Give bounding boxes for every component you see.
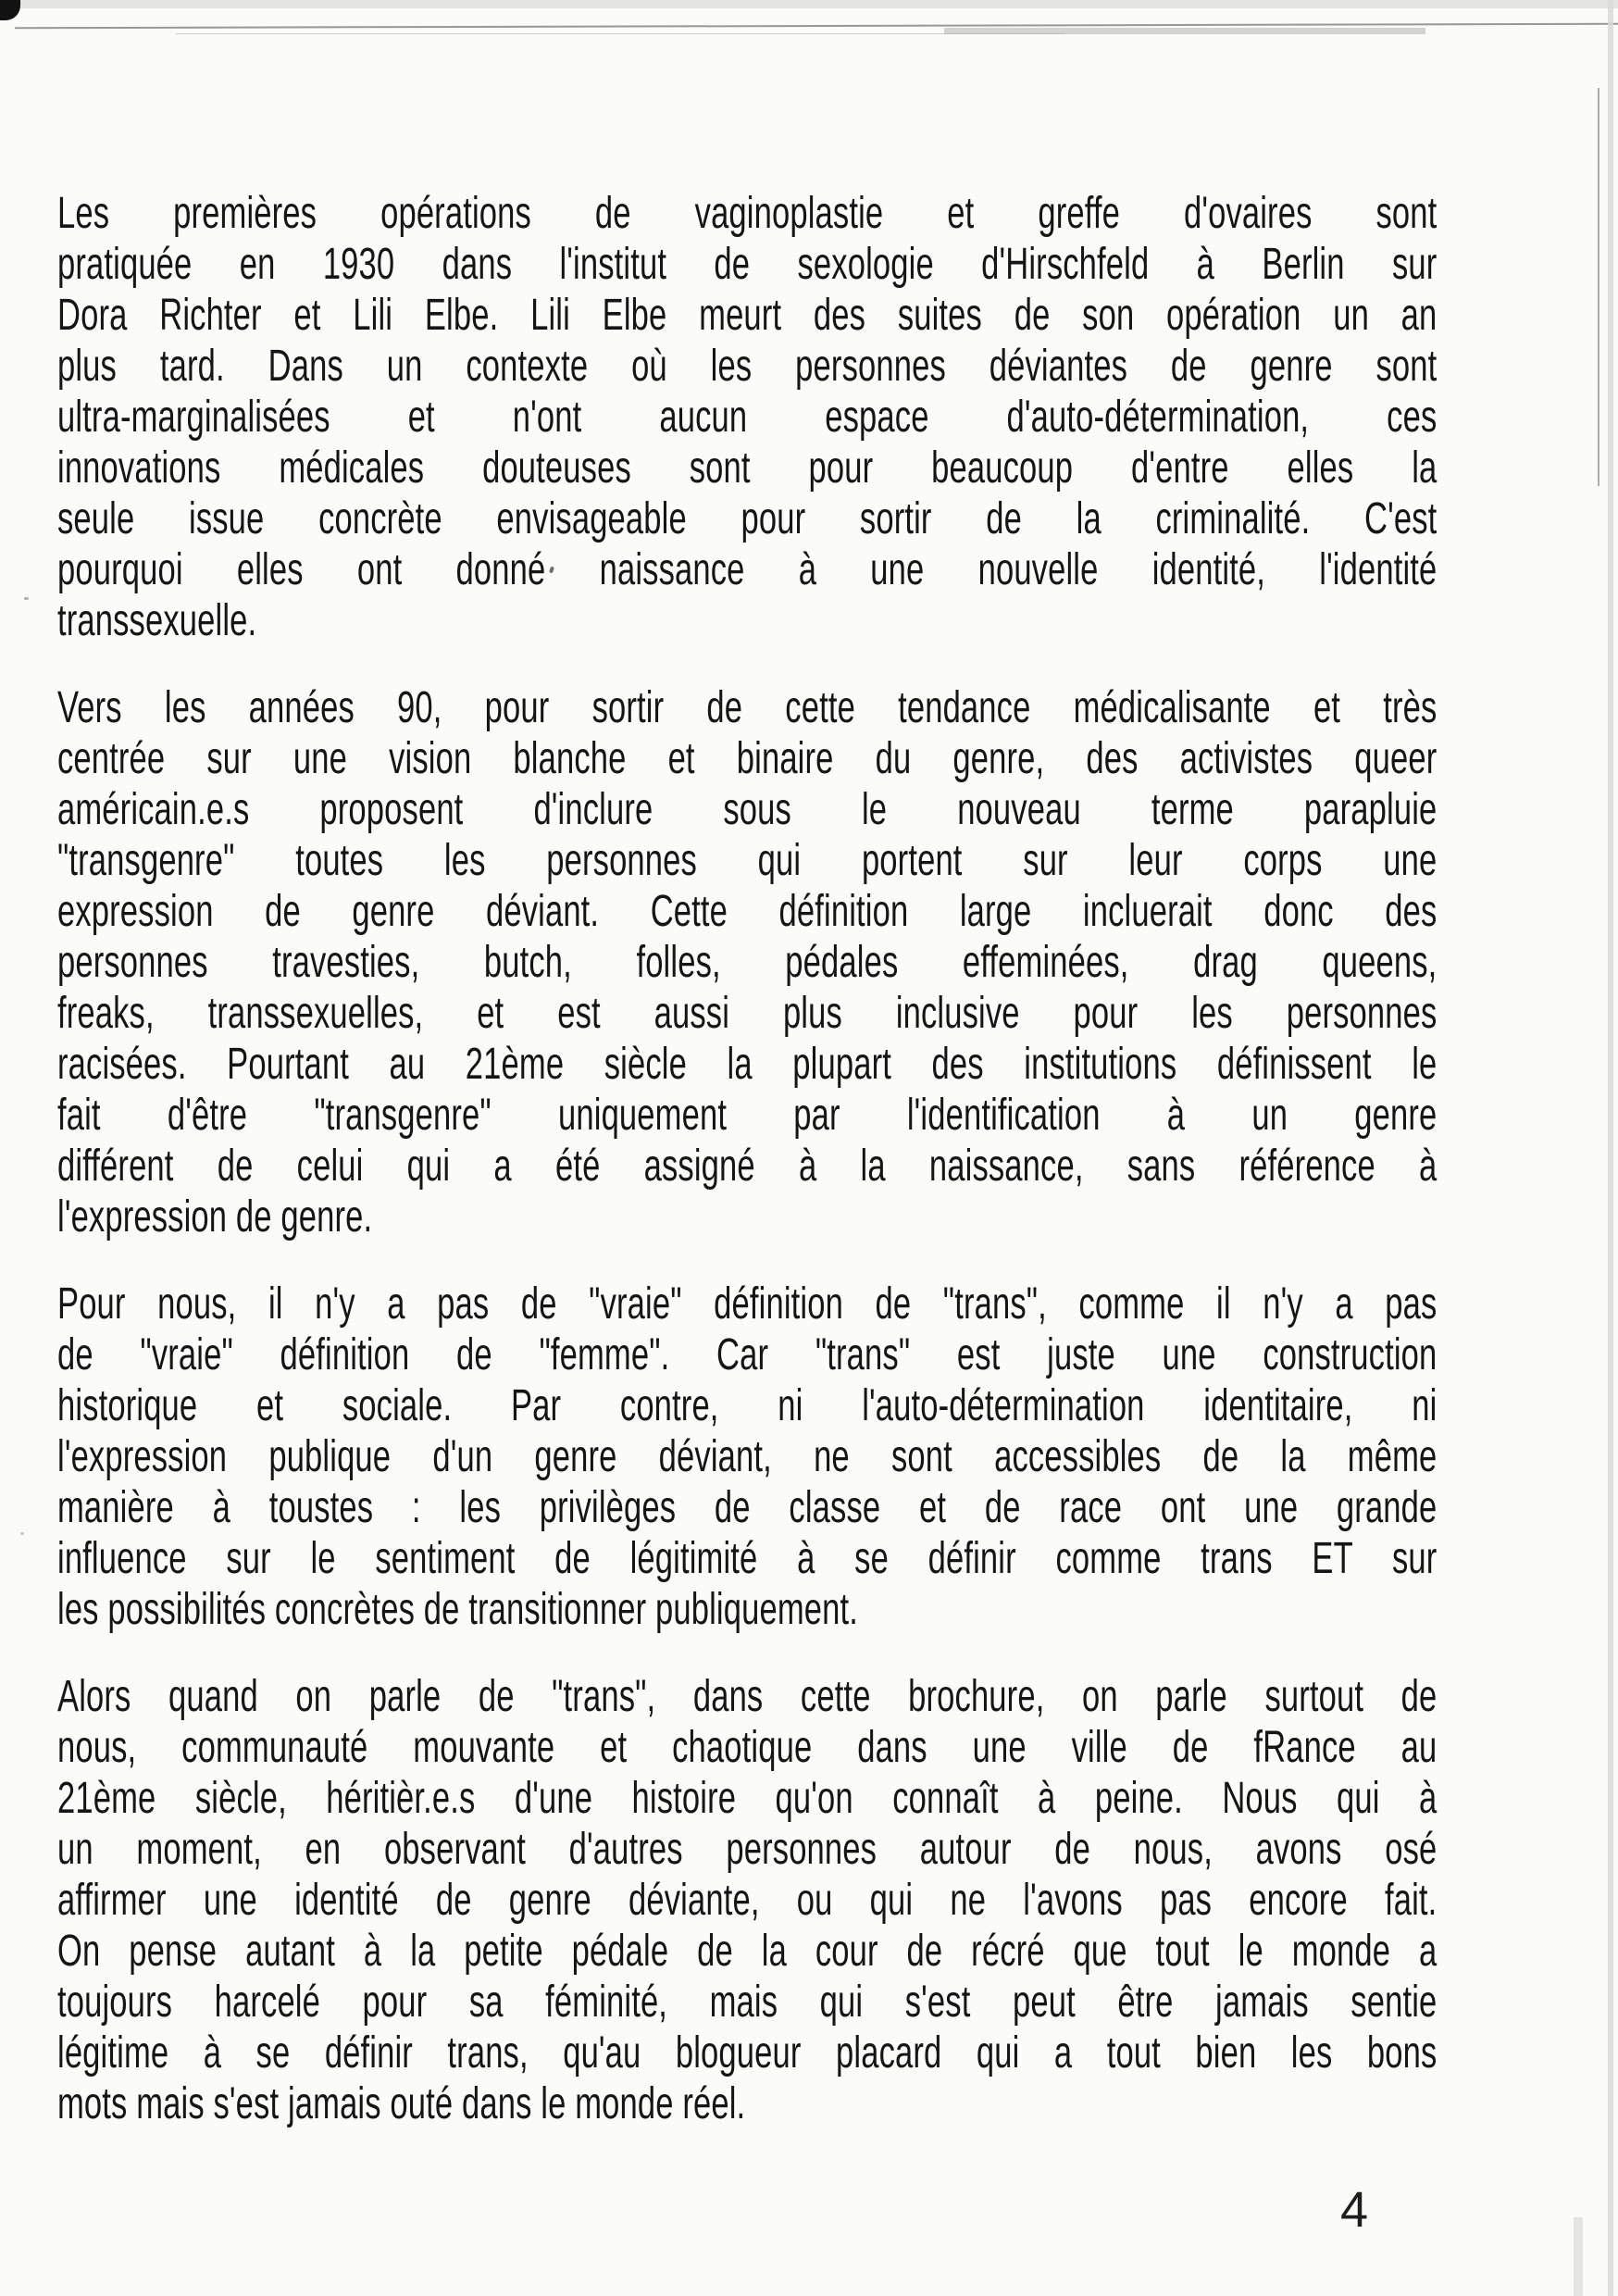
text-line: pratiquée en 1930 dans l'institut de sexologie d'Hirschfeld à Berlin sur (57, 240, 1438, 289)
paragraph (57, 1671, 1437, 2129)
text-line: plus tard. Dans un contexte où les personnes déviantes de genre sont (57, 342, 1438, 391)
text-line: manière à toustes : les privilèges de classe et de race ont une grande (57, 1483, 1438, 1532)
scan-artifact-speck (20, 1532, 24, 1535)
text-line: Les premières opérations de vaginoplastie et greffe d'ovaires sont (57, 189, 1438, 238)
text-line: ultra-marginalisées et n'ont aucun espace d'auto-détermination, ces (57, 393, 1438, 442)
text-line: freaks, transsexuelles, et est aussi plus inclusive pour les personnes (57, 989, 1438, 1038)
text-line: un moment, en observant d'autres personnes autour de nous, avons osé (57, 1825, 1438, 1874)
text-block (57, 188, 1437, 2165)
text-line: influence sur le sentiment de légitimité à se définir comme trans ET sur (57, 1534, 1438, 1583)
text-line: racisées. Pourtant au 21ème siècle la plupart des institutions définissent le (57, 1040, 1438, 1089)
text-line: seule issue concrète envisageable pour sortir de la criminalité. C'est (57, 494, 1438, 543)
text-line: pourquoi elles ont donné naissance à une nouvelle identité, l'identité (57, 545, 1438, 594)
text-line: "transgenre" toutes les personnes qui portent sur leur corps une (57, 836, 1438, 885)
text-line: 21ème siècle, héritièr.e.s d'une histoire qu'on connaît à peine. Nous qui à (57, 1774, 1438, 1823)
text-line: expression de genre déviant. Cette définition large incluerait donc des (57, 887, 1438, 936)
text-line: les possibilités concrètes de transitionner publiquement. (57, 1585, 859, 1634)
text-line: personnes travesties, butch, folles, pédales effeminées, drag queens, (57, 938, 1438, 987)
text-line: Dora Richter et Lili Elbe. Lili Elbe meurt des suites de son opération un an (57, 291, 1438, 340)
text-line: fait d'être "transgenre" uniquement par l'identification à un genre (57, 1091, 1438, 1140)
text-line: Pour nous, il n'y a pas de "vraie" définition de "trans", comme il n'y a pas (57, 1279, 1438, 1329)
scan-artifact-corner-blob (0, 0, 20, 20)
text-line: transsexuelle. (57, 596, 257, 645)
text-line: On pense autant à la petite pédale de la cour de récré que tout le monde a (57, 1927, 1438, 1976)
text-line: américain.e.s proposent d'inclure sous le nouveau terme parapluie (57, 785, 1438, 834)
scan-artifact-right-edge-line (1598, 88, 1599, 486)
text-line: centrée sur une vision blanche et binaire du genre, des activistes queer (57, 734, 1438, 783)
scan-artifact-top-patch (944, 28, 1425, 34)
text-line: innovations médicales douteuses sont pour beaucoup d'entre elles la (57, 443, 1438, 493)
text-line: l'expression de genre. (57, 1192, 373, 1242)
text-line: Vers les années 90, pour sortir de cette tendance médicalisante et très (57, 683, 1438, 732)
scan-artifact-page-edge-line-faint (176, 33, 1065, 34)
paragraph (57, 682, 1437, 1242)
scan-artifact-right-streak (1608, 0, 1613, 2296)
text-line: historique et sociale. Par contre, ni l'auto-détermination identitaire, ni (57, 1381, 1438, 1430)
text-line: nous, communauté mouvante et chaotique dans une ville de fRance au (57, 1723, 1438, 1772)
page-number: 4 (1340, 2182, 1369, 2238)
text-line: différent de celui qui a été assigné à la naissance, sans référence à (57, 1142, 1438, 1191)
paragraph (57, 1279, 1437, 1635)
scan-artifact-top-band (0, 0, 1618, 8)
text-line: affirmer une identité de genre déviante, ou qui ne l'avons pas encore fait. (57, 1876, 1438, 1925)
scan-artifact-speck (24, 597, 29, 600)
text-line: de "vraie" définition de "femme". Car "trans" est juste une construction (57, 1330, 1438, 1379)
text-line: Alors quand on parle de "trans", dans cette brochure, on parle surtout de (57, 1672, 1438, 1721)
paragraph (57, 188, 1437, 646)
text-line: légitime à se définir trans, qu'au blogueur placard qui a tout bien les bons (57, 2028, 1438, 2078)
scan-artifact-bottom-right-streak (1574, 2217, 1583, 2296)
text-line: toujours harcelé pour sa féminité, mais qui s'est peut être jamais sentie (57, 1978, 1438, 2027)
text-line: mots mais s'est jamais outé dans le monde réel. (57, 2079, 746, 2128)
text-line: l'expression publique d'un genre déviant, ne sont accessibles de la même (57, 1432, 1438, 1481)
